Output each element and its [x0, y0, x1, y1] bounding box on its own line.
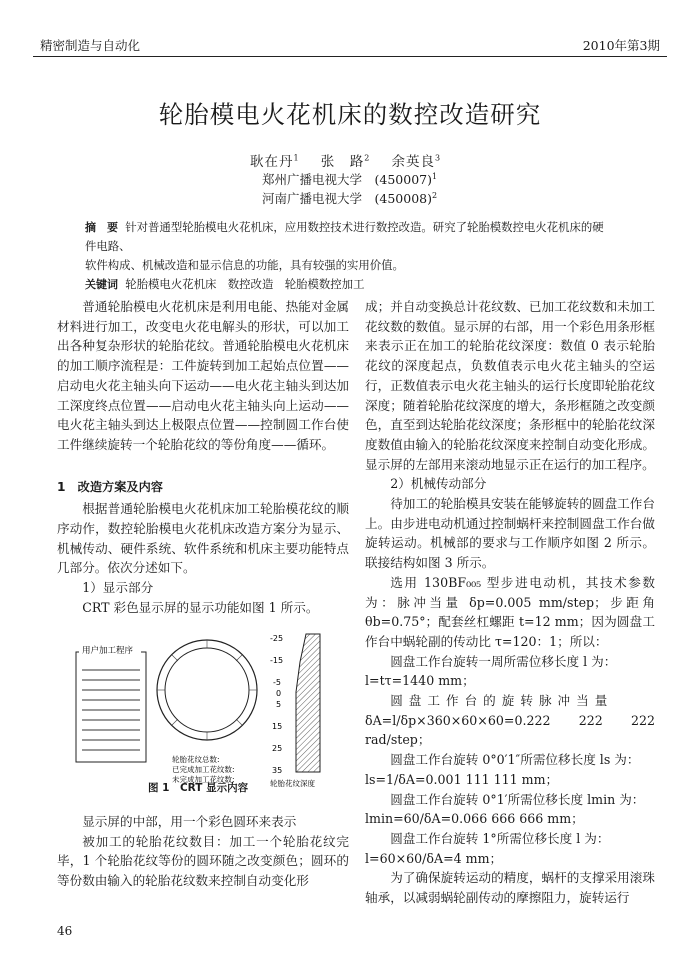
ring-paragraph-continued: 被加工的轮胎花纹数目：加工一个轮胎花纹完毕，1 个轮胎花纹等份的圆环随之改变颜色；圆环的等份数由输入的轮胎花纹数来控制自动变化形 — [57, 833, 349, 889]
scale-tick: 15 — [272, 722, 283, 731]
scale-tick: -5 — [273, 678, 281, 687]
scale-tick: 0 — [276, 689, 282, 698]
affiliation-1-sup: 1 — [431, 171, 438, 181]
intro-paragraph: 普通轮胎模电火花机床是利用电能、热能对金属材料进行加工，改变电火花电解头的形状，可以加工出各种复杂形状的轮胎花纹。普通轮胎模电火花机床的加工顺序流程是：工件旋转到加工起始点位置——启动电火花主轴头向下运动——电火花主轴头到达加工深度终点位置——启动电火花主轴头向上运动——电火花主轴头到达上极限点位置——控制圆工作台使工件继续旋转一个轮胎花纹的等份角度——循环。 — [57, 299, 349, 452]
author-3: 余英良 — [391, 154, 436, 170]
minute-length-text: 圆盘工作台旋转 0°1′所需位移长度 lmin 为： — [390, 791, 645, 807]
keywords-label: 关键词 — [85, 278, 118, 291]
affiliation-2-text: 河南广播电视大学 (450008) — [262, 191, 432, 206]
remaining-patterns-label: 未完成加工花纹数: — [172, 775, 235, 784]
figure-1-reference: CRT 彩色显示屏的显示功能如图 1 所示。 — [82, 599, 319, 615]
page-number: 46 — [57, 924, 73, 938]
ring-paragraph: 显示屏的中部，用一个彩色圆环来表示 — [82, 814, 297, 829]
affiliation-2 — [262, 189, 437, 207]
rotation-length-text: 圆盘工作台旋转一周所需位移长度 l 为： — [390, 653, 617, 669]
formula-2: δA=l/δp×360×60×60=0.222 222 222 rad/step； — [365, 712, 655, 748]
formula-5: l=60×60/δA=4 mm； — [365, 850, 503, 866]
scale-tick: 5 — [276, 700, 282, 709]
left-column-bottom — [57, 812, 349, 891]
subsection-mechanical: 2）机械传动部分 — [390, 476, 487, 492]
abstract-label: 摘 要 — [85, 221, 118, 234]
abstract-line-1: 针对普通型轮胎模电火花机床，应用数控技术进行数控改造。研究了轮胎模数控电火花机床的硬件电路、 — [85, 220, 604, 253]
bearing-paragraph: 为了确保旋转运动的精度，蜗杆的支撑采用滚珠轴承，以减弱蜗轮副传动的摩擦阻力，旋转运行 — [365, 870, 655, 906]
mechanical-paragraph: 待加工的轮胎模具安装在能够旋转的圆盘工作台上。由步进电动机通过控制蜗杆来控制圆盘工作台做旋转运动。机械部的要求与工作顺序如图 2 所示。联接结构如图 3 所示。 — [365, 496, 655, 571]
scale-tick: -25 — [270, 634, 284, 643]
total-patterns-label: 轮胎花纹总数: — [172, 755, 220, 764]
section-1-paragraph: 根据普通轮胎模电火花机床加工轮胎模花纹的顺序动作，数控轮胎模电火花机床改造方案分为显示、机械传动、硬件系统、软件系统和机床主要功能特点几部分。依次分述如下。 — [57, 501, 349, 576]
scale-tick: 35 — [272, 766, 283, 775]
author-2: 张 路 — [320, 154, 365, 170]
author-1-sup: 1 — [293, 153, 300, 163]
second-length-text: 圆盘工作台旋转 0°0′1″所需位移长度 ls 为： — [390, 752, 640, 768]
abstract-line-2: 软件构成、机械改造和显示信息的功能，具有较强的实用价值。 — [85, 258, 404, 272]
keywords: 轮胎模电火花机床 数控改造 轮胎模数控加工 — [125, 277, 365, 291]
subsection-display: 1）显示部分 — [82, 580, 154, 596]
formula-3: ls=1/δA=0.001 111 111 mm； — [365, 771, 559, 787]
journal-name: 精密制造与自动化 — [40, 38, 141, 53]
right-column — [365, 297, 655, 908]
figure-1 — [74, 632, 336, 792]
formula-1: l=tτ=1440 mm； — [365, 673, 475, 689]
authors — [250, 150, 441, 170]
author-2-sup: 2 — [364, 153, 371, 163]
depth-label: 轮胎花纹深度 — [270, 779, 315, 788]
depth-bar — [296, 634, 320, 772]
figure-1-caption: 图 1 CRT 显示内容 — [148, 782, 249, 794]
section-1-heading: 1 改造方案及内容 — [57, 479, 163, 494]
issue-number: 2010年第3期 — [582, 38, 660, 53]
scale-tick: -15 — [270, 656, 284, 665]
done-patterns-label: 已完成加工花纹数: — [172, 765, 235, 774]
paper-title: 轮胎模电火花机床的数控改造研究 — [158, 100, 542, 129]
scale-tick: 25 — [272, 744, 283, 753]
abstract — [85, 218, 615, 294]
ring-segments — [157, 640, 257, 740]
program-box — [76, 652, 146, 762]
affiliation-1-text: 郑州广播电视大学 (450007) — [262, 172, 432, 187]
depth-scale — [270, 634, 283, 775]
display-continued-paragraph: 成；并自动变换总计花纹数、已加工花纹数和未加工花纹数的数值。显示屏的右部，用一个彩色用条形框来表示正在加工的轮胎花纹深度：数值 0 表示轮胎花纹的深度起点，负数值表示电火花主轴头的空运行，正数值表示电火花主轴头的运行长度即轮胎花纹深度；随着轮胎花纹深度的增大，条形框随之改变颜色，直至到达轮胎花纹深度；条形框中的轮胎花纹深度数值由输入的轮胎花纹深度来控制自动变化形成。显示屏的左部用来滚动地显示正在运行的加工程序。 — [365, 299, 655, 472]
degree-length-text: 圆盘工作台旋转 1°所需位移长度 l 为： — [390, 830, 610, 846]
pulse-equivalent-text: 圆盘工作台的旋转脉冲当量 — [390, 693, 614, 709]
left-column — [57, 297, 349, 618]
affiliation-1 — [262, 170, 437, 188]
program-label: 用户加工程序 — [82, 646, 134, 656]
program-lines — [82, 670, 140, 750]
formula-4: lmin=60/δA=0.066 666 666 mm； — [365, 811, 584, 827]
motor-paragraph: 选用 130BF₀₀₅ 型步进电动机，其技术参数为：脉冲当量 δp=0.005 mm/step；步距角 θb=0.75°；配套丝杠螺距 t=12 mm；因为圆盘工作台中蜗轮副的传动比 τ=120：1；所以： — [365, 574, 655, 649]
affiliation-2-sup: 2 — [431, 190, 438, 200]
header-rule — [33, 56, 667, 57]
author-1: 耿在丹 — [250, 154, 294, 170]
author-3-sup: 3 — [435, 153, 442, 163]
